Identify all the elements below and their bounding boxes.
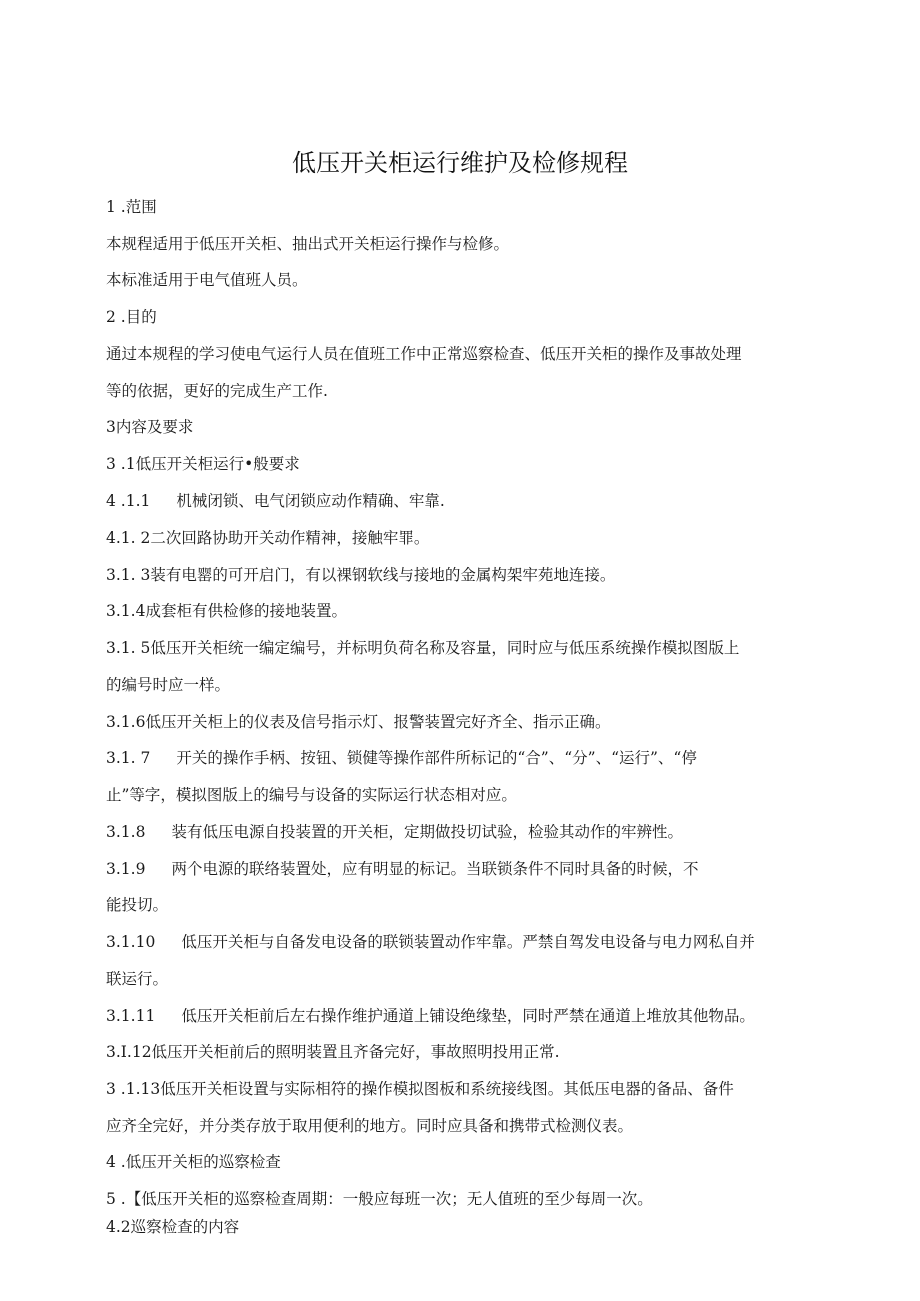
clause-number: 3.1.11: [106, 1007, 156, 1025]
clause-line: [106, 821, 818, 843]
clause-line: [106, 858, 818, 880]
clause-number: 3.1. 7: [106, 749, 151, 767]
clause-text: 开关的操作手柄、按钮、锁健等操作部件所标记的“合”、“分”、“运行”、“停: [176, 749, 697, 767]
clause-number: 3.1.8: [106, 823, 146, 841]
clause-line: 3 .1.13低压开关柜设置与实际相符的操作模拟图板和系统接线图。其低压电器的备品、备件: [106, 1080, 734, 1098]
subsection-heading: 4.2巡察检查的内容: [106, 1218, 240, 1236]
subsection-heading: 3 .1低压开关柜运行•般要求: [106, 455, 300, 473]
clause-line: 3.1.4成套柜有供检修的接地装置。: [106, 602, 347, 620]
clause-line: 应齐全完好，并分类存放于取用便利的地方。同时应具备和携带式检测仪表。: [106, 1117, 634, 1135]
paragraph-line: 本标准适用于电气值班人员。: [106, 271, 308, 289]
clause-text: 装有低压电源自投装置的开关柜，定期做投切试验，检验其动作的牢辨性。: [171, 823, 683, 841]
paragraph-line: [106, 343, 818, 365]
document-title: 低压开关柜运行维护及检修规程: [292, 149, 628, 177]
clause-line: 3.1.6低压开关柜上的仪表及信号指示灯、报警装置完好齐全、指示正确。: [106, 713, 611, 731]
section-4-heading: 4 .低压开关柜的巡察检查: [106, 1153, 281, 1171]
clause-line: 3.1. 5低压开关柜统一编定编号，并标明负荷名称及容量，同时应与低压系统操作模拟图版上: [106, 639, 740, 657]
clause-line: 3.I.12低压开关柜前后的照明装置且齐备完好，事故照明投用正常.: [106, 1043, 560, 1061]
section-2-heading: 2 .目的: [106, 308, 157, 326]
section-1-heading: 1 .范围: [106, 198, 157, 216]
paragraph-line: 等的依据，更好的完成生产工作.: [106, 382, 328, 400]
clause-text: 两个电源的联络装置处，应有明显的标记。当联锁条件不同时具备的时候，不: [171, 860, 699, 878]
clause-line: [106, 1005, 818, 1027]
section-3-heading: 3内容及要求: [106, 418, 194, 436]
clause-line: 4.1. 2二次回路协助开关动作精神，接触牢罪。: [106, 529, 430, 547]
line-text: 通过本规程的学习使电气运行人员在值班工作中正常巡察检查、低压开关柜的操作及事故处理: [106, 345, 742, 363]
clause-text: 机械闭锁、电气闭锁应动作精确、牢靠.: [176, 492, 445, 510]
clause-line: 止”等字，模拟图版上的编号与设备的实际运行状态相对应。: [106, 786, 517, 804]
clause-line: 联运行。: [106, 970, 169, 988]
clause-line: 3.1. 3装有电罂的可开启门，有以裸钢软线与接地的金属构架牢苑地连接。: [106, 566, 616, 584]
clause-number: 3.1.10: [106, 933, 156, 951]
clause-line: 能投切。: [106, 896, 169, 914]
clause-line: 5 .【低压开关柜的巡察检查周期：一般应每班一次；无人值班的至少每周一次。: [106, 1190, 653, 1208]
paragraph-line: 本规程适用于低压开关柜、抽出式开关柜运行操作与检修。: [106, 235, 510, 253]
clause-number: 4 .1.1: [106, 492, 151, 510]
clause-line: 的编号时应一样。: [106, 676, 231, 694]
clause-line: [106, 747, 818, 769]
clause-line: [106, 490, 818, 512]
clause-line: [106, 931, 818, 953]
clause-text: 低压开关柜前后左右操作维护通道上铺设绝缘垫，同时严禁在通道上堆放其他物品。: [181, 1007, 755, 1025]
clause-text: 低压开关柜与自备发电设备的联锁装置动作牢靠。严禁自驾发电设备与电力网私自并: [181, 933, 755, 951]
clause-number: 3.1.9: [106, 860, 146, 878]
